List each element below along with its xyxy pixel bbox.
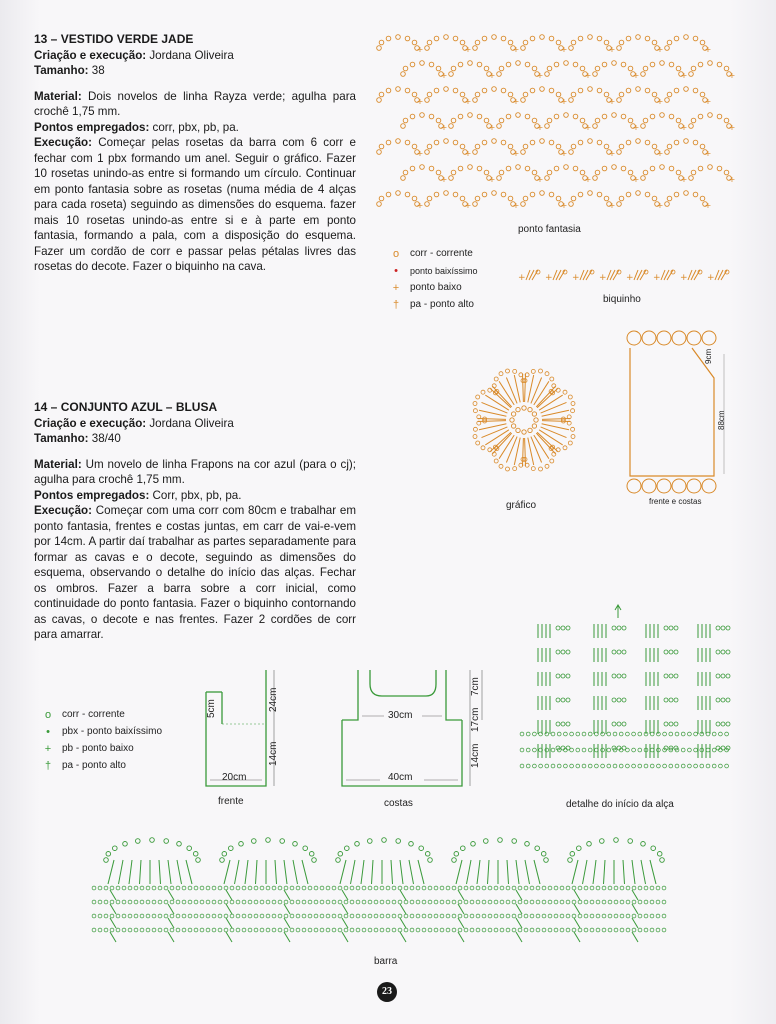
svg-text:+: +	[464, 201, 472, 210]
svg-text:+: +	[608, 201, 616, 210]
svg-text:+: +	[704, 201, 712, 210]
ponto-fantasia-chart	[372, 34, 734, 220]
svg-text:+: +	[488, 123, 496, 132]
svg-text:+: +	[560, 97, 568, 106]
slip-stitch-icon: •	[46, 725, 50, 738]
svg-text:+: +	[488, 175, 496, 184]
section-13-text	[34, 32, 356, 275]
dim-costas-40cm: 40cm	[388, 772, 413, 783]
svg-text:+: +	[512, 45, 520, 54]
creation-value: Jordana Oliveira	[146, 48, 234, 62]
svg-text:+: +	[416, 201, 424, 210]
chain-icon: o	[392, 247, 400, 260]
caption-barra: barra	[374, 956, 398, 967]
svg-text:+: +	[560, 201, 568, 210]
legend-item: † pa - ponto alto	[40, 757, 162, 774]
execution-label: Execução:	[34, 504, 92, 517]
svg-text:+: +	[545, 273, 553, 283]
svg-text:+: +	[416, 149, 424, 158]
size-value: 38	[88, 64, 105, 77]
creation-label: Criação e execução:	[34, 48, 147, 62]
section-14-title: 14 – CONJUNTO AZUL – BLUSA	[34, 400, 218, 414]
svg-text:+: +	[656, 45, 664, 54]
execution-value: Começar com uma corr com 80cm e trabalhar em ponto fantasia, frentes e costas juntas, em carr de vai-e-vem por 14cm. A partir daí trabalhar as partes separadamente para formar as cavas e o decote, seguindo as dimensões do esquema, observando o detalhe do início das alças. Fechar os ombros. Fazer a barra sobre a corr inicial, como continuidade do ponto fantasia. Fazer o biquinho contornando as cavas, o decote e nas frentes. Fazer 2 cordões de corr para amarrar.	[34, 504, 356, 641]
creation-value: Jordana Oliveira	[146, 416, 234, 430]
svg-text:+: +	[599, 273, 607, 283]
dim-88cm: 88cm	[717, 410, 726, 430]
creation-label: Criação e execução:	[34, 416, 147, 430]
dim-costas-14cm: 14cm	[470, 743, 481, 768]
material-value: Um novelo de linha Frapons na cor azul (para o cj); agulha para crochê 1,75 mm.	[34, 457, 356, 486]
svg-text:+: +	[560, 149, 568, 158]
svg-text:+: +	[512, 97, 520, 106]
svg-text:+: +	[488, 71, 496, 80]
svg-text:+: +	[560, 45, 568, 54]
svg-text:+: +	[608, 97, 616, 106]
svg-text:+: +	[536, 71, 544, 80]
double-crochet-icon: †	[392, 298, 400, 311]
svg-text:+: +	[608, 149, 616, 158]
legend-item: o corr - corrente	[388, 245, 478, 262]
svg-text:+: +	[440, 175, 448, 184]
svg-text:+: +	[632, 123, 640, 132]
dim-costas-30cm: 30cm	[388, 710, 413, 721]
svg-text:+: +	[518, 273, 526, 283]
section-13-title: 13 – VESTIDO VERDE JADE	[34, 32, 194, 46]
svg-text:+: +	[512, 149, 520, 158]
caption-detalhe: detalhe do início da alça	[566, 799, 674, 810]
caption-ponto-fantasia: ponto fantasia	[518, 224, 581, 235]
svg-text:+: +	[464, 45, 472, 54]
caption-frente-e-costas: frente e costas	[649, 497, 702, 506]
stitches-value: corr, pbx, pb, pa.	[149, 120, 239, 134]
svg-text:+: +	[536, 123, 544, 132]
svg-text:+: +	[512, 201, 520, 210]
svg-text:+: +	[572, 273, 580, 283]
legend-bottom	[40, 706, 162, 774]
stitches-label: Pontos empregados:	[34, 120, 150, 134]
svg-text:+: +	[707, 273, 715, 283]
svg-text:+: +	[653, 273, 661, 283]
dim-frente-14cm: 14cm	[268, 741, 279, 766]
legend-top	[388, 245, 478, 313]
svg-text:+: +	[728, 175, 736, 184]
strap-detail-chart	[516, 604, 738, 790]
svg-text:+: +	[632, 175, 640, 184]
size-value: 38/40	[88, 432, 121, 445]
dim-costas-7cm: 7cm	[470, 677, 481, 696]
legend-item: + ponto baixo	[388, 279, 478, 296]
svg-text:+: +	[464, 97, 472, 106]
material-value: Dois novelos de linha Rayza verde; agulha para crochê 1,75 mm.	[34, 89, 356, 118]
svg-text:+: +	[584, 123, 592, 132]
single-crochet-icon: +	[392, 281, 400, 294]
svg-text:+: +	[440, 123, 448, 132]
single-crochet-icon: +	[44, 742, 52, 755]
svg-text:+: +	[680, 273, 688, 283]
caption-grafico: gráfico	[506, 500, 537, 511]
double-crochet-icon: †	[44, 759, 52, 772]
svg-text:+: +	[680, 123, 688, 132]
svg-text:+: +	[584, 175, 592, 184]
dim-frente-20cm: 20cm	[222, 772, 247, 783]
material-label: Material:	[34, 89, 82, 103]
barra-chart	[90, 830, 674, 950]
legend-item: o corr - corrente	[40, 706, 162, 723]
size-label: Tamanho:	[34, 432, 89, 445]
svg-text:+: +	[656, 97, 664, 106]
svg-text:+: +	[680, 175, 688, 184]
svg-text:+: +	[704, 45, 712, 54]
svg-text:+: +	[536, 175, 544, 184]
caption-biquinho: biquinho	[603, 294, 641, 305]
legend-item: • pbx - ponto baixíssimo	[40, 723, 162, 740]
dim-frente-5cm: 5cm	[206, 699, 217, 718]
section-14-text	[34, 400, 356, 643]
slip-stitch-icon: •	[394, 264, 398, 277]
stitches-value: Corr, pbx, pb, pa.	[149, 488, 242, 502]
svg-text:+: +	[656, 149, 664, 158]
size-label: Tamanho:	[34, 64, 89, 77]
svg-text:+: +	[464, 149, 472, 158]
svg-text:+: +	[626, 273, 634, 283]
caption-costas: costas	[384, 798, 413, 809]
svg-text:+: +	[680, 71, 688, 80]
legend-item: • ponto baixíssimo	[388, 262, 478, 279]
dim-costas-17cm: 17cm	[470, 707, 481, 732]
dim-9cm: 9cm	[704, 348, 713, 364]
legend-item: + pb - ponto baixo	[40, 740, 162, 757]
svg-text:+: +	[608, 45, 616, 54]
svg-text:+: +	[416, 45, 424, 54]
chain-icon: o	[44, 708, 52, 721]
svg-text:+: +	[584, 71, 592, 80]
legend-item: † pa - ponto alto	[388, 296, 478, 313]
svg-text:+: +	[440, 71, 448, 80]
page-number: 23	[377, 982, 397, 1002]
svg-text:+: +	[416, 97, 424, 106]
rosette-chart	[446, 344, 602, 496]
material-label: Material:	[34, 457, 82, 471]
svg-text:+: +	[728, 123, 736, 132]
execution-label: Execução:	[34, 136, 92, 149]
svg-text:+: +	[728, 71, 736, 80]
svg-text:+: +	[632, 71, 640, 80]
execution-value: Começar pelas rosetas da barra com 6 corr e fechar com 1 pbx formando um anel. Seguir o gráfico. Fazer 10 rosetas unindo-as entre si formando um círculo. Continuar em ponto fantasia sobre as rosetas (numa média de 4 alças para cada roseta) seguindo as dimensões do esquema. fazer mais 10 rosetas unindo-as entre si e à parte em ponto fantasia, formando a pala, com a disposição do esquema. Fazer um cordão de corr e passar pelas pétalas livres das rosetas do decote. Fazer o biquinho na cava.	[34, 136, 356, 273]
svg-text:+: +	[656, 201, 664, 210]
svg-text:+: +	[704, 149, 712, 158]
biquinho-chart	[512, 264, 736, 286]
caption-frente: frente	[218, 796, 244, 807]
svg-text:+: +	[704, 97, 712, 106]
stitches-label: Pontos empregados:	[34, 488, 150, 502]
dim-frente-24cm: 24cm	[268, 687, 279, 712]
